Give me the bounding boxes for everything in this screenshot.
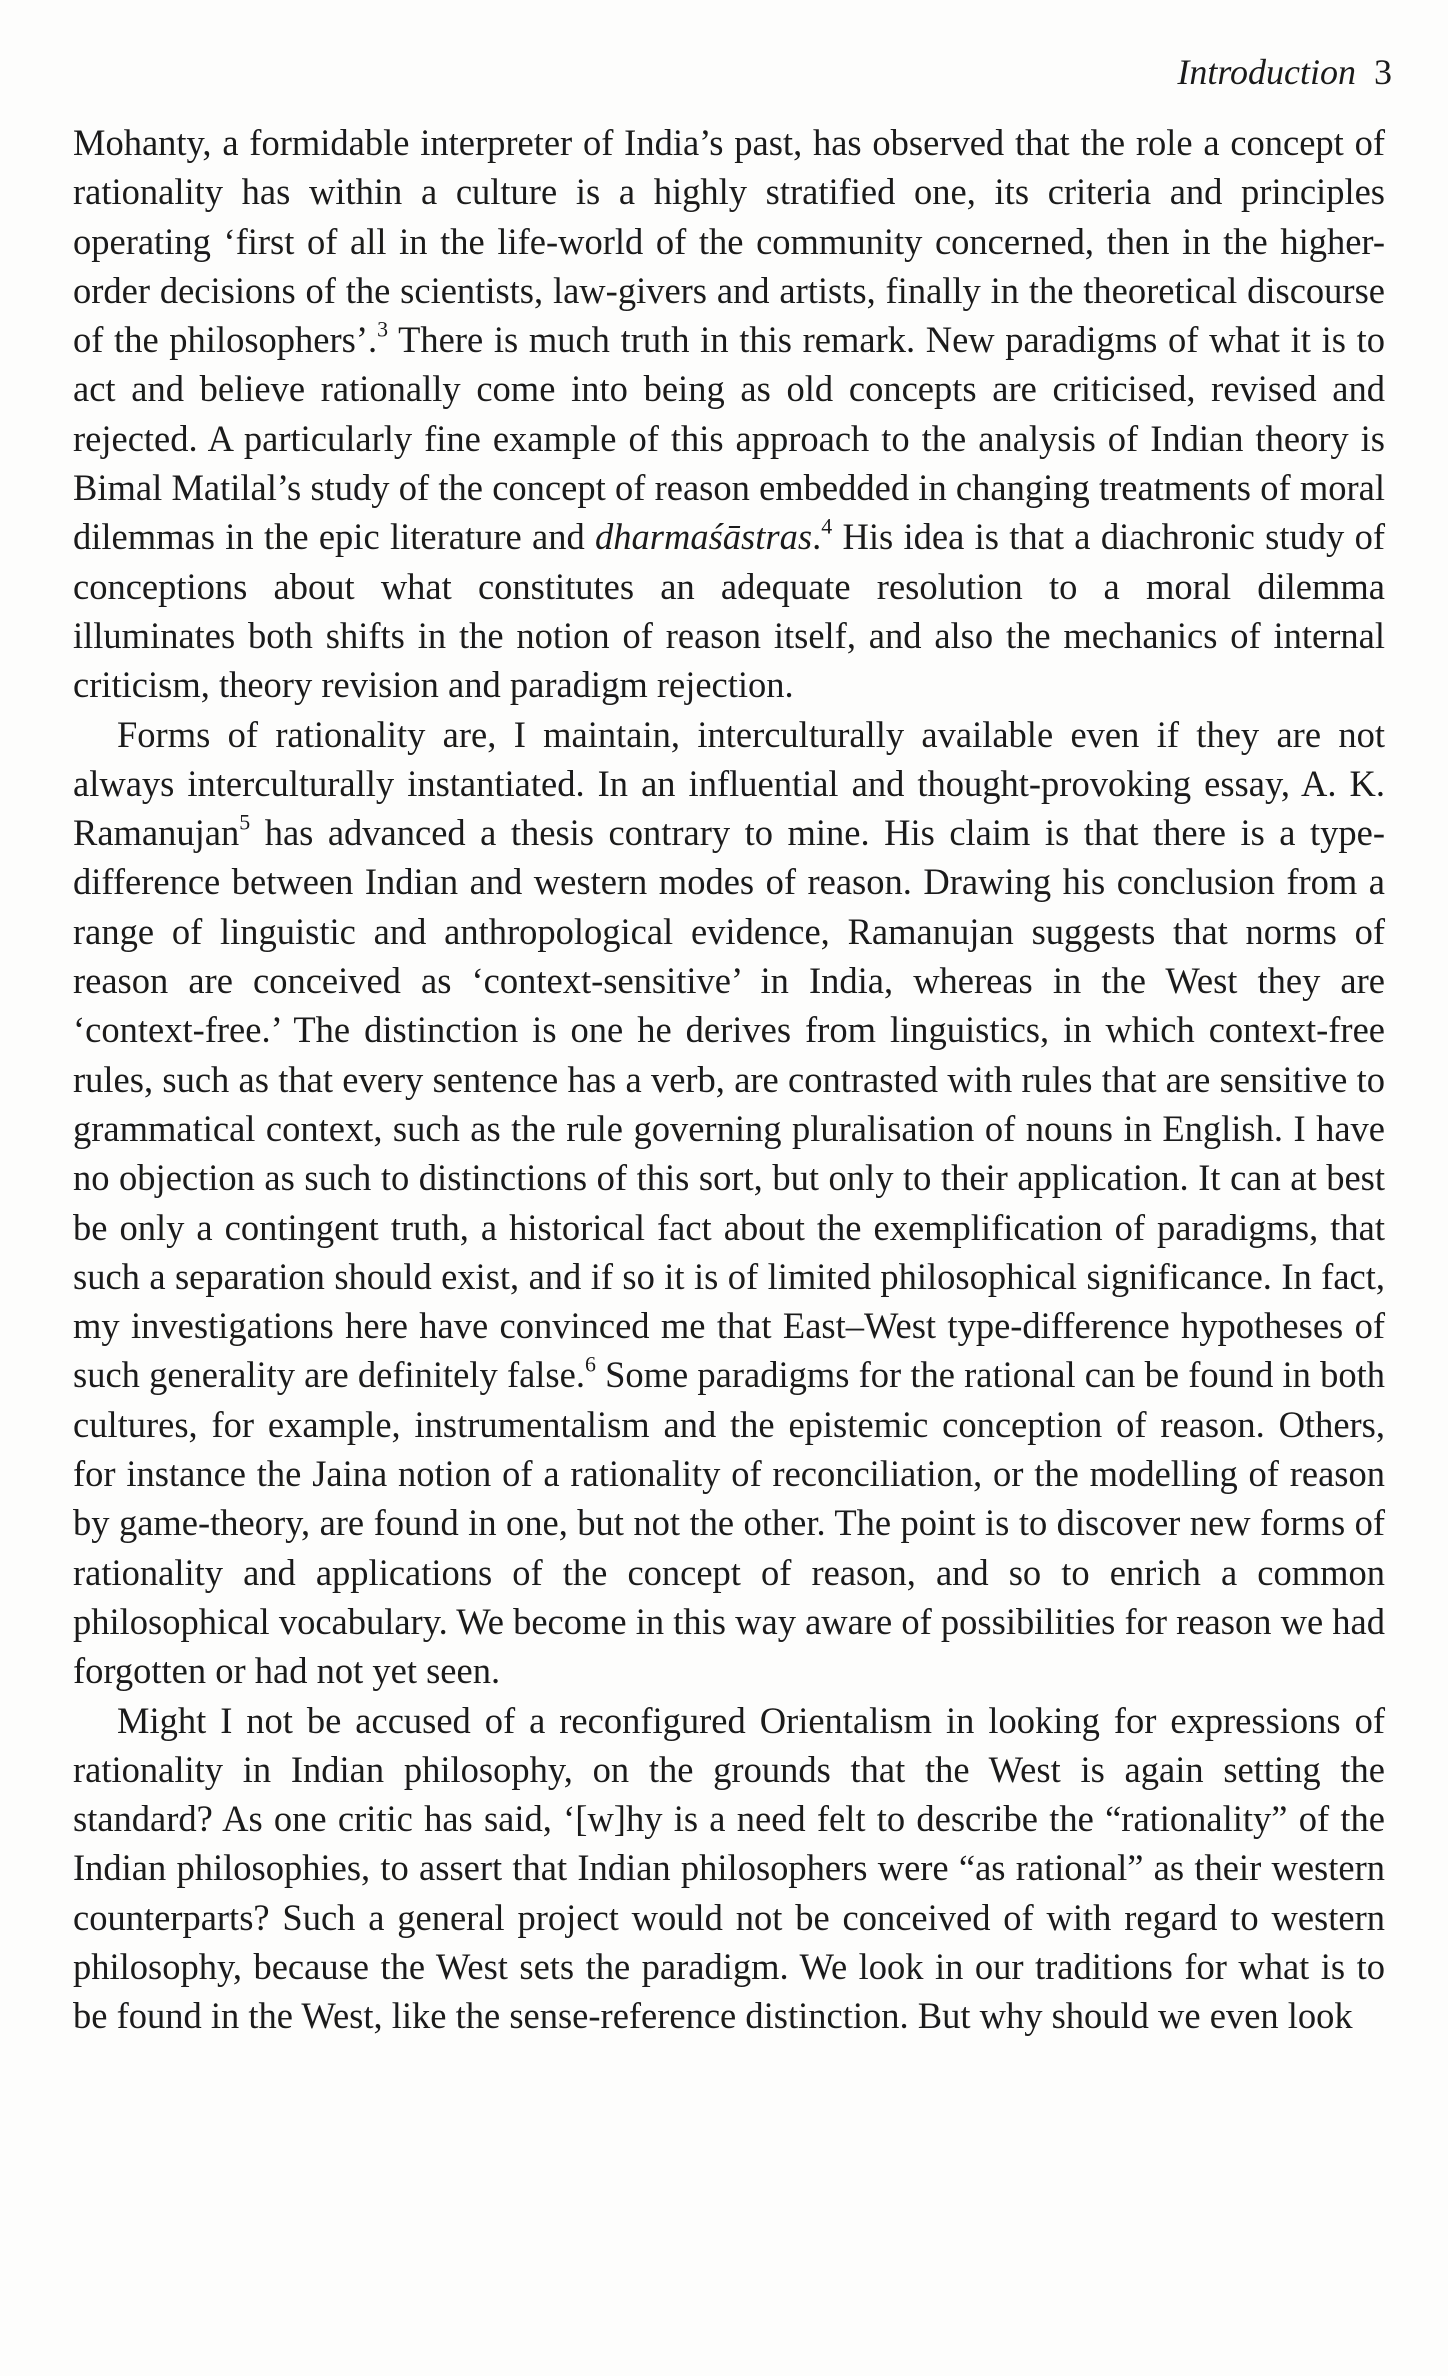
- paragraph-1: [73, 118, 1385, 710]
- running-head: [1177, 50, 1392, 94]
- paragraph-1-text-a: Mohanty, a formidable interpreter of India’s past, has observed that the role a concept of rationality has within a culture is a highly stratified one, its criteria and principles operating ‘first of all in the life-world of the community concerned, then in the higher-order decisions of the scientists, law-givers and artists, finally in the theoretical discourse of the philosophers’.: [73, 122, 1385, 361]
- paragraph-2-text-b: has advanced a thesis contrary to mine. His claim is that there is a type-difference between Indian and western modes of reason. Drawing his conclusion from a range of linguistic and anthropological evidence, Ramanujan suggests that norms of reason are conceived as ‘context-sensitive’ in India, whereas in the West they are ‘context-free.’ The distinction is one he derives from linguistics, in which context-free rules, such as that every sentence has a verb, are contrasted with rules that are sensitive to grammatical context, such as the rule governing pluralisation of nouns in English. I have no objection as such to distinctions of this sort, but only to their application. It can at best be only a contingent truth, a historical fact about the exemplification of paradigms, that such a separation should exist, and if so it is of limited philosophical significance. In fact, my investigations here have convinced me that East–West type-difference hypotheses of such generality are definitely false.: [73, 812, 1385, 1396]
- paragraph-2-text-a: Forms of rationality are, I maintain, interculturally available even if they are not always interculturally instantiated. In an influential and thought-provoking essay, A. K. Ramanujan: [73, 713, 1385, 854]
- paragraph-2-text-c: Some paradigms for the rational can be found in both cultures, for example, instrumentalism and the epistemic conception of reason. Others, for instance the Jaina notion of a rationality of reconciliation, or the modelling of reason by game-theory, are found in one, but not the other. The point is to discover new forms of rationality and applications of the concept of reason, and so to enrich a common philosophical vocabulary. We become in this way aware of possibilities for reason we had forgotten or had not yet seen.: [73, 1354, 1385, 1692]
- paragraph-3: [73, 1696, 1385, 2041]
- footnote-ref-3: 3: [377, 316, 389, 342]
- footnote-ref-4: 4: [821, 514, 833, 540]
- footnote-ref-5: 5: [239, 809, 251, 835]
- body-text: [73, 118, 1385, 2041]
- paragraph-1-text-b: There is much truth in this remark. New paradigms of what it is to act and believe rationally come into being as old concepts are criticised, revised and rejected. A particularly fine example of this approach to the analysis of Indian theory is Bimal Matilal’s study of the concept of reason embedded in changing treatments of moral dilemmas in the epic literature and: [73, 319, 1385, 558]
- page-number: 3: [1374, 52, 1392, 92]
- paragraph-2: [73, 710, 1385, 1696]
- chapter-title: Introduction: [1177, 52, 1356, 92]
- italic-term: dharmaśāstras: [595, 516, 813, 558]
- paragraph-3-text: Might I not be accused of a reconfigured Orientalism in looking for expressions of rationality in Indian philosophy, on the grounds that the West is again setting the standard? As one critic has said, ‘[w]hy is a need felt to describe the “rationality” of the Indian philosophies, to assert that Indian philosophers were “as rational” as their western counterparts? Such a general project would not be conceived of with regard to western philosophy, because the West sets the paradigm. We look in our traditions for what is to be found in the West, like the sense-reference distinction. But why should we even look: [73, 1699, 1385, 2037]
- footnote-ref-6: 6: [584, 1352, 596, 1378]
- paragraph-1-text-c: .: [812, 516, 822, 558]
- paragraph-1-text-d: His idea is that a diachronic study of conceptions about what constitutes an adequate resolution to a moral dilemma illuminates both shifts in the notion of reason itself, and also the mechanics of internal criticism, theory revision and paradigm rejection.: [73, 516, 1385, 706]
